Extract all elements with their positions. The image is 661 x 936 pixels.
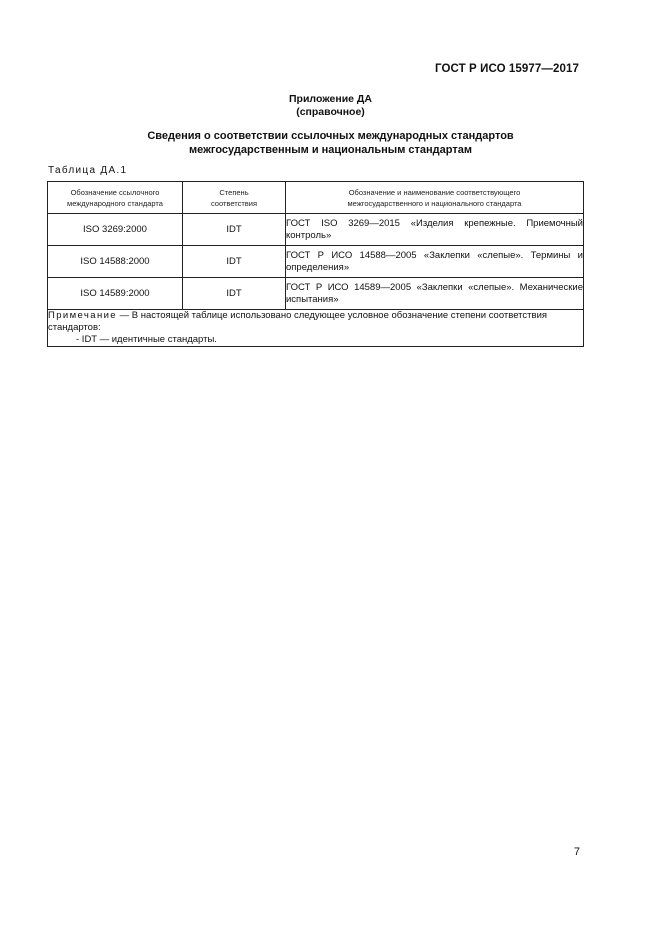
annex-title: Приложение ДА <box>289 93 372 105</box>
header-national-standard: Обозначение и наименование соответствующего межгосударственного и национального стандарта <box>286 182 584 214</box>
table-caption: Таблица ДА.1 <box>48 165 128 176</box>
table-header-row <box>48 182 584 214</box>
page-title-line-1: Сведения о соответствии ссылочных международных стандартов <box>147 130 514 142</box>
header-degree: Степень соответствия <box>183 182 286 214</box>
cell-reference-code: ISO 3269:2000 <box>48 214 183 246</box>
cell-standard-name: ГОСТ ISO 3269—2015 «Изделия крепежные. Приемочный контроль» <box>286 214 584 246</box>
note-body: — В настоящей таблице использовано следующее условное обозначение степени соответствия стандартов: <box>48 310 548 333</box>
table-row <box>48 278 584 310</box>
cell-degree: IDT <box>183 278 286 310</box>
cell-degree: IDT <box>183 214 286 246</box>
cell-degree: IDT <box>183 246 286 278</box>
document-code: ГОСТ Р ИСО 15977—2017 <box>434 63 579 75</box>
cell-reference-code: ISO 14589:2000 <box>48 278 183 310</box>
cell-reference-code: ISO 14588:2000 <box>48 246 183 278</box>
cell-standard-name: ГОСТ Р ИСО 14589—2005 «Заклепки «слепые». Механические испытания» <box>286 278 584 310</box>
cell-standard-name: ГОСТ Р ИСО 14588—2005 «Заклепки «слепые». Термины и определения» <box>286 246 584 278</box>
table-note-row <box>48 310 584 347</box>
note-label: Примечание <box>48 310 117 321</box>
page-number: 7 <box>573 846 580 858</box>
table-row <box>48 246 584 278</box>
note-item: - IDT — идентичные стандарты. <box>76 334 217 345</box>
table-row <box>48 214 584 246</box>
header-reference-standard: Обозначение ссылочного международного стандарта <box>48 182 183 214</box>
table-note <box>48 310 584 347</box>
page-title <box>0 129 661 157</box>
annex-subtitle: (справочное) <box>296 106 365 118</box>
annex-heading <box>0 93 661 119</box>
note-text <box>48 310 583 334</box>
page-title-line-2: межгосударственным и национальным стандартам <box>189 144 472 156</box>
correspondence-table <box>47 181 584 347</box>
